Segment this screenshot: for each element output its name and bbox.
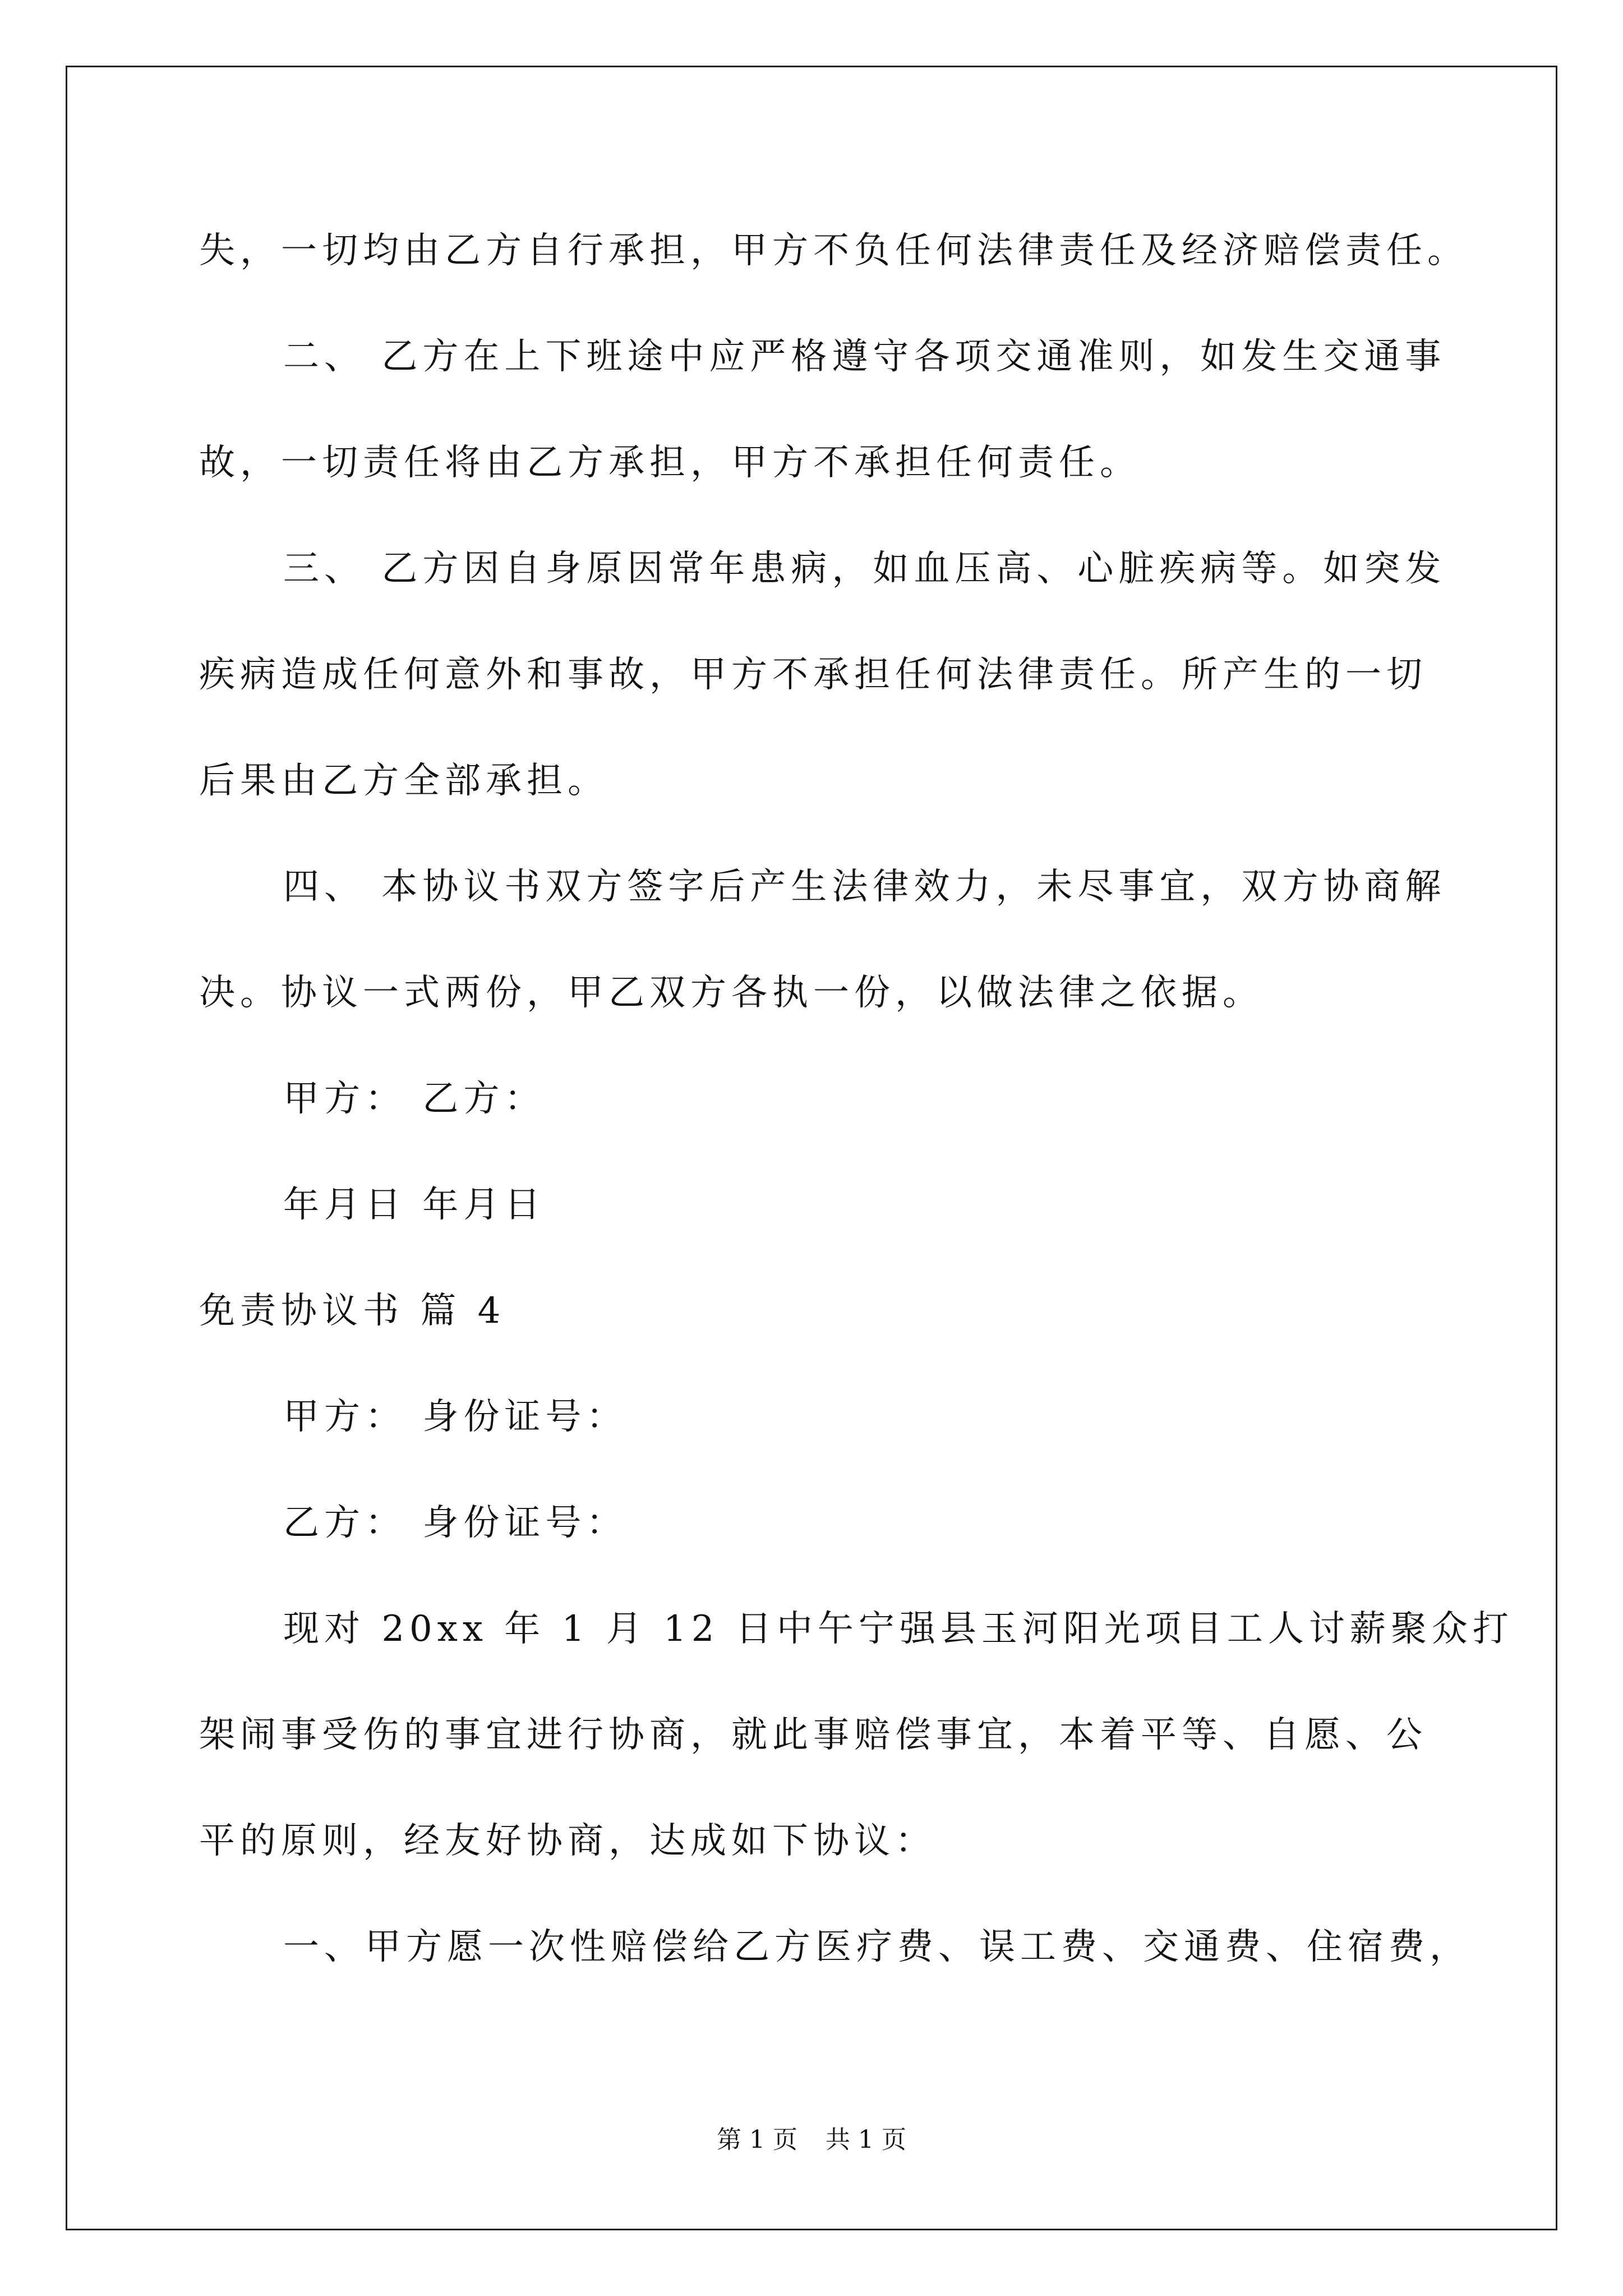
page-footer — [0, 2125, 1623, 2154]
text-line-3: 故，一切责任将由乙方承担，甲方不承担任何责任。 — [199, 442, 1141, 484]
signature-party-line: 甲方： 乙方： — [283, 1078, 546, 1120]
text-line-1: 失，一切均由乙方自行承担，甲方不负任何法律责任及经济赔偿责任。 — [199, 230, 1468, 272]
page-number: 第 1 页 — [717, 2125, 797, 2154]
text-line-16: 平的原则，经友好协商，达成如下协议： — [199, 1820, 936, 1862]
text-line-15: 架闹事受伤的事宜进行协商，就此事赔偿事宜，本着平等、自愿、公 — [199, 1714, 1427, 1756]
text-line-6: 后果由乙方全部承担。 — [199, 760, 608, 802]
page-border — [66, 66, 1557, 2230]
section-heading: 免责协议书 篇 4 — [199, 1290, 506, 1332]
text-line-8: 决。协议一式两份，甲乙双方各执一份，以做法律之依据。 — [199, 972, 1264, 1014]
party-a-line: 甲方： 身份证号： — [283, 1396, 628, 1438]
party-b-line: 乙方： 身份证号： — [283, 1502, 628, 1544]
page-total: 共 1 页 — [826, 2125, 906, 2154]
signature-date-line: 年月日 年月日 — [283, 1184, 546, 1226]
text-line-14: 现对 20xx 年 1 月 12 日中午宁强县玉河阳光项目工人讨薪聚众打 — [283, 1608, 1514, 1650]
text-line-17: 一、甲方愿一次性赔偿给乙方医疗费、误工费、交通费、住宿费， — [283, 1926, 1470, 1968]
text-line-4: 三、 乙方因自身原因常年患病，如血压高、心脏疾病等。如突发 — [283, 548, 1446, 590]
text-line-5: 疾病造成任何意外和事故，甲方不承担任何法律责任。所产生的一切 — [199, 654, 1427, 696]
text-line-2: 二、 乙方在上下班途中应严格遵守各项交通准则，如发生交通事 — [283, 336, 1446, 378]
text-line-7: 四、 本协议书双方签字后产生法律效力，未尽事宜，双方协商解 — [283, 866, 1446, 908]
